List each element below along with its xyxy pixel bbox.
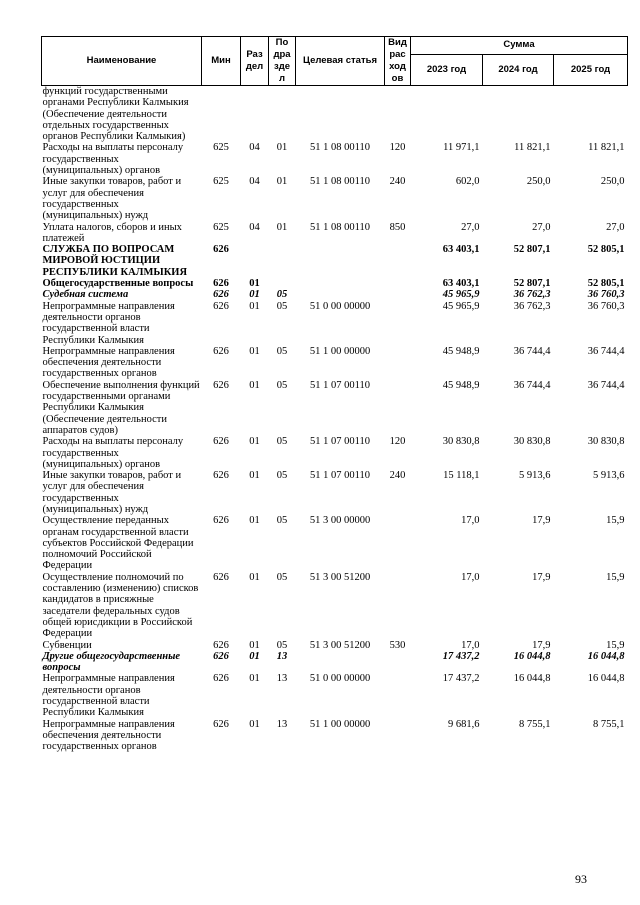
cell-sum-2024: 52 807,1 xyxy=(513,278,551,290)
cell-min: 626 xyxy=(213,300,229,312)
cell-name: Иные закупки товаров, работ и услуг для обеспечения государственных (муниципальных) нужд xyxy=(42,470,182,515)
header-2023: 2023 год xyxy=(411,54,483,85)
cell-sum-2024: 36 744,4 xyxy=(513,379,551,391)
cell-razdel: 01 xyxy=(249,639,260,651)
cell-sum-2024 xyxy=(483,86,554,143)
cell-name: функций государственными органами Республики Калмыкия (Обеспечение деятельности отдельных государственных органов Республики Калмыкия) xyxy=(42,86,189,143)
table-row xyxy=(42,651,628,674)
cell-target: 51 0 00 00000 xyxy=(309,673,371,685)
header-vid: Вид рас ход ов xyxy=(385,37,411,86)
cell-target: 51 1 07 00110 xyxy=(310,436,370,448)
header-target: Целевая статья xyxy=(296,37,385,86)
cell-sum-2023: 15 118,1 xyxy=(443,470,480,482)
cell-min xyxy=(202,86,241,143)
table-header xyxy=(42,37,628,86)
cell-sum-2025 xyxy=(554,86,628,143)
cell-razdel: 04 xyxy=(249,221,260,233)
cell-razdel xyxy=(241,244,269,278)
cell-sum-2024: 17,9 xyxy=(532,515,551,527)
cell-name: Другие общегосударственные вопросы xyxy=(42,650,181,674)
cell-sum-2025: 36 760,3 xyxy=(587,300,625,312)
cell-sum-2024: 17,9 xyxy=(532,571,551,583)
cell-razdel: 01 xyxy=(249,278,260,290)
cell-target: 51 1 00 00000 xyxy=(309,718,371,730)
table-row xyxy=(42,142,628,176)
cell-sum-2024: 16 044,8 xyxy=(513,673,551,685)
cell-target: 51 1 07 00110 xyxy=(310,470,370,482)
cell-sum-2023: 30 830,8 xyxy=(442,436,480,448)
cell-podrazdel xyxy=(269,278,296,289)
cell-name: Обеспечение выполнения функций государственными органами Республики Калмыкия (Обеспечение деятельности аппаратов судов) xyxy=(42,379,200,436)
cell-sum-2024: 52 807,1 xyxy=(513,244,551,256)
cell-target: 51 1 00 00000 xyxy=(309,345,371,357)
cell-razdel: 01 xyxy=(249,470,260,482)
cell-target: 51 1 08 00110 xyxy=(310,221,370,233)
cell-sum-2025: 15,9 xyxy=(606,571,625,583)
cell-min: 626 xyxy=(213,470,229,482)
cell-min: 625 xyxy=(213,176,229,188)
cell-podrazdel xyxy=(269,86,296,143)
cell-podrazdel: 05 xyxy=(276,379,288,391)
cell-min: 626 xyxy=(213,650,229,662)
cell-podrazdel: 05 xyxy=(276,515,288,527)
budget-table-page xyxy=(41,36,627,753)
cell-podrazdel: 05 xyxy=(276,300,288,312)
cell-podrazdel: 01 xyxy=(276,176,288,188)
cell-podrazdel: 05 xyxy=(276,470,288,482)
page-number: 93 xyxy=(575,872,587,886)
cell-sum-2025: 52 805,1 xyxy=(587,278,625,290)
cell-podrazdel: 05 xyxy=(276,289,288,301)
cell-vid xyxy=(385,301,411,346)
cell-min: 626 xyxy=(213,515,229,527)
cell-razdel: 01 xyxy=(249,300,260,312)
cell-razdel: 01 xyxy=(249,345,260,357)
cell-razdel: 01 xyxy=(249,515,260,527)
cell-vid: 240 xyxy=(389,470,406,482)
cell-vid: 120 xyxy=(389,436,406,448)
cell-sum-2023: 17,0 xyxy=(461,639,480,651)
cell-razdel: 01 xyxy=(249,650,260,662)
cell-name: СЛУЖБА ПО ВОПРОСАМ МИРОВОЙ ЮСТИЦИИ РЕСПУБЛИКИ КАЛМЫКИЯ xyxy=(42,244,188,278)
cell-sum-2024: 250,0 xyxy=(526,176,551,188)
cell-sum-2023: 45 965,9 xyxy=(442,289,480,301)
cell-vid: 240 xyxy=(389,176,406,188)
cell-min: 626 xyxy=(213,379,229,391)
header-2024: 2024 год xyxy=(483,54,554,85)
cell-vid xyxy=(385,515,411,571)
table-row xyxy=(42,244,628,278)
cell-target: 51 1 08 00110 xyxy=(310,142,370,154)
cell-razdel xyxy=(241,86,269,143)
table-row xyxy=(42,86,628,143)
table-row xyxy=(42,515,628,571)
cell-vid xyxy=(385,244,411,278)
cell-sum-2023 xyxy=(411,86,483,143)
cell-min: 626 xyxy=(213,639,229,651)
cell-min: 626 xyxy=(213,718,229,730)
cell-sum-2023: 45 965,9 xyxy=(442,300,480,312)
cell-sum-2025: 5 913,6 xyxy=(593,470,625,482)
cell-sum-2023: 17 437,2 xyxy=(442,650,480,662)
cell-name: Непрограммные направления деятельности органов государственной власти Республики Калмыкия xyxy=(42,300,175,346)
header-min: Мин xyxy=(202,37,241,86)
cell-sum-2024: 36 762,3 xyxy=(513,289,551,301)
cell-name: Осуществление переданных органам государственной власти субъектов Российской Федерации полномочий Российской Федерации xyxy=(42,515,194,572)
header-name: Наименование xyxy=(42,37,202,86)
table-row xyxy=(42,719,628,753)
cell-sum-2025: 250,0 xyxy=(600,176,625,188)
cell-target: 51 3 00 00000 xyxy=(309,515,371,527)
cell-sum-2024: 30 830,8 xyxy=(513,436,551,448)
cell-podrazdel: 01 xyxy=(276,221,288,233)
cell-podrazdel: 05 xyxy=(276,436,288,448)
cell-name: Общегосударственные вопросы xyxy=(42,278,194,290)
cell-sum-2025: 30 830,8 xyxy=(587,436,625,448)
cell-target xyxy=(296,651,385,674)
header-razdel: Раз дел xyxy=(241,37,269,86)
table-row xyxy=(42,673,628,718)
cell-target: 51 1 08 00110 xyxy=(310,176,370,188)
cell-min: 626 xyxy=(213,571,229,583)
table-body xyxy=(42,86,628,753)
cell-target: 51 1 07 00110 xyxy=(310,379,370,391)
cell-target xyxy=(296,289,385,300)
cell-podrazdel: 05 xyxy=(276,345,288,357)
header-summa: Сумма xyxy=(411,37,628,55)
cell-name: Уплата налогов, сборов и иных платежей xyxy=(42,221,182,244)
cell-sum-2023: 45 948,9 xyxy=(442,345,480,357)
cell-name: Субвенции xyxy=(42,639,92,651)
cell-sum-2023: 17,0 xyxy=(461,515,480,527)
cell-sum-2023: 63 403,1 xyxy=(442,278,480,290)
cell-podrazdel: 01 xyxy=(276,142,288,154)
cell-razdel: 01 xyxy=(249,718,260,730)
cell-sum-2025: 8 755,1 xyxy=(593,718,625,730)
cell-name: Непрограммные направления обеспечения деятельности государственных органов xyxy=(42,718,175,753)
table-row xyxy=(42,436,628,470)
header-2025: 2025 год xyxy=(554,54,628,85)
cell-sum-2025: 15,9 xyxy=(606,515,625,527)
cell-sum-2024: 5 913,6 xyxy=(519,470,551,482)
cell-sum-2024: 36 762,3 xyxy=(513,300,551,312)
cell-sum-2025: 11 821,1 xyxy=(588,142,625,154)
cell-name: Судебная система xyxy=(42,289,129,301)
cell-sum-2025: 16 044,8 xyxy=(587,673,625,685)
cell-min: 625 xyxy=(213,142,229,154)
cell-sum-2025: 36 760,3 xyxy=(587,289,625,301)
cell-min: 626 xyxy=(213,289,229,301)
cell-vid: 530 xyxy=(389,639,406,651)
cell-target: 51 3 00 51200 xyxy=(309,571,371,583)
cell-name: Расходы на выплаты персоналу государственных (муниципальных) органов xyxy=(42,142,184,177)
table-row xyxy=(42,380,628,436)
cell-sum-2024: 8 755,1 xyxy=(519,718,551,730)
cell-podrazdel: 05 xyxy=(276,571,288,583)
cell-target: 51 0 00 00000 xyxy=(309,300,371,312)
cell-podrazdel: 13 xyxy=(276,650,288,662)
cell-sum-2023: 17 437,2 xyxy=(442,673,480,685)
cell-sum-2023: 27,0 xyxy=(461,221,480,233)
cell-sum-2025: 36 744,4 xyxy=(587,379,625,391)
cell-vid xyxy=(385,289,411,300)
cell-razdel: 01 xyxy=(249,571,260,583)
cell-sum-2023: 17,0 xyxy=(461,571,480,583)
cell-target xyxy=(296,278,385,289)
cell-sum-2025: 27,0 xyxy=(606,221,625,233)
cell-min: 626 xyxy=(213,673,229,685)
table-row xyxy=(42,176,628,221)
table-row xyxy=(42,572,628,640)
cell-min: 625 xyxy=(213,221,229,233)
cell-podrazdel: 13 xyxy=(276,718,288,730)
cell-sum-2024: 36 744,4 xyxy=(513,345,551,357)
cell-vid: 120 xyxy=(389,142,406,154)
table-row xyxy=(42,222,628,245)
cell-target xyxy=(296,244,385,278)
cell-name: Осуществление полномочий по составлению (изменению) списков кандидатов в присяжные заседатели федеральных судов общей юрисдикции в Российской Федерации xyxy=(42,571,199,640)
cell-sum-2023: 9 681,6 xyxy=(448,718,480,730)
budget-table xyxy=(41,36,628,753)
cell-razdel: 01 xyxy=(249,673,260,685)
table-row xyxy=(42,346,628,380)
cell-sum-2023: 602,0 xyxy=(455,176,480,188)
cell-razdel: 04 xyxy=(249,142,260,154)
cell-vid xyxy=(385,572,411,640)
cell-vid xyxy=(385,673,411,718)
cell-sum-2023: 63 403,1 xyxy=(442,244,480,256)
table-row xyxy=(42,289,628,300)
cell-name: Непрограммные направления обеспечения деятельности государственных органов xyxy=(42,345,175,380)
cell-sum-2025: 16 044,8 xyxy=(587,650,625,662)
cell-vid xyxy=(385,278,411,289)
cell-vid xyxy=(385,380,411,436)
cell-sum-2024: 11 821,1 xyxy=(514,142,551,154)
cell-min: 626 xyxy=(213,278,229,290)
cell-razdel: 01 xyxy=(249,436,260,448)
cell-target: 51 3 00 51200 xyxy=(309,639,371,651)
header-podrazdel: По дра зде л xyxy=(269,37,296,86)
cell-vid xyxy=(385,346,411,380)
cell-min: 626 xyxy=(213,345,229,357)
cell-podrazdel: 13 xyxy=(276,673,288,685)
cell-razdel: 01 xyxy=(249,289,260,301)
cell-sum-2023: 45 948,9 xyxy=(442,379,480,391)
table-row xyxy=(42,278,628,289)
table-row xyxy=(42,470,628,515)
cell-target xyxy=(296,86,385,143)
table-row xyxy=(42,640,628,651)
cell-sum-2024: 27,0 xyxy=(532,221,551,233)
cell-sum-2023: 11 971,1 xyxy=(443,142,480,154)
cell-razdel: 04 xyxy=(249,176,260,188)
cell-min: 626 xyxy=(213,436,229,448)
cell-name: Иные закупки товаров, работ и услуг для обеспечения государственных (муниципальных) нужд xyxy=(42,176,182,222)
cell-sum-2025: 36 744,4 xyxy=(587,345,625,357)
cell-razdel: 01 xyxy=(249,379,260,391)
cell-sum-2024: 16 044,8 xyxy=(513,650,551,662)
cell-sum-2025: 52 805,1 xyxy=(587,244,625,256)
cell-vid xyxy=(385,651,411,674)
cell-name: Непрограммные направления деятельности органов государственной власти Республики Калмыкия xyxy=(42,673,175,719)
cell-vid xyxy=(385,719,411,753)
cell-sum-2024: 17,9 xyxy=(532,639,551,651)
cell-min: 626 xyxy=(213,244,229,256)
cell-podrazdel: 05 xyxy=(276,639,288,651)
cell-vid xyxy=(385,86,411,143)
cell-podrazdel xyxy=(269,244,296,278)
cell-vid: 850 xyxy=(389,221,406,233)
cell-name: Расходы на выплаты персоналу государственных (муниципальных) органов xyxy=(42,436,184,470)
cell-sum-2025: 15,9 xyxy=(606,639,625,651)
table-row xyxy=(42,301,628,346)
